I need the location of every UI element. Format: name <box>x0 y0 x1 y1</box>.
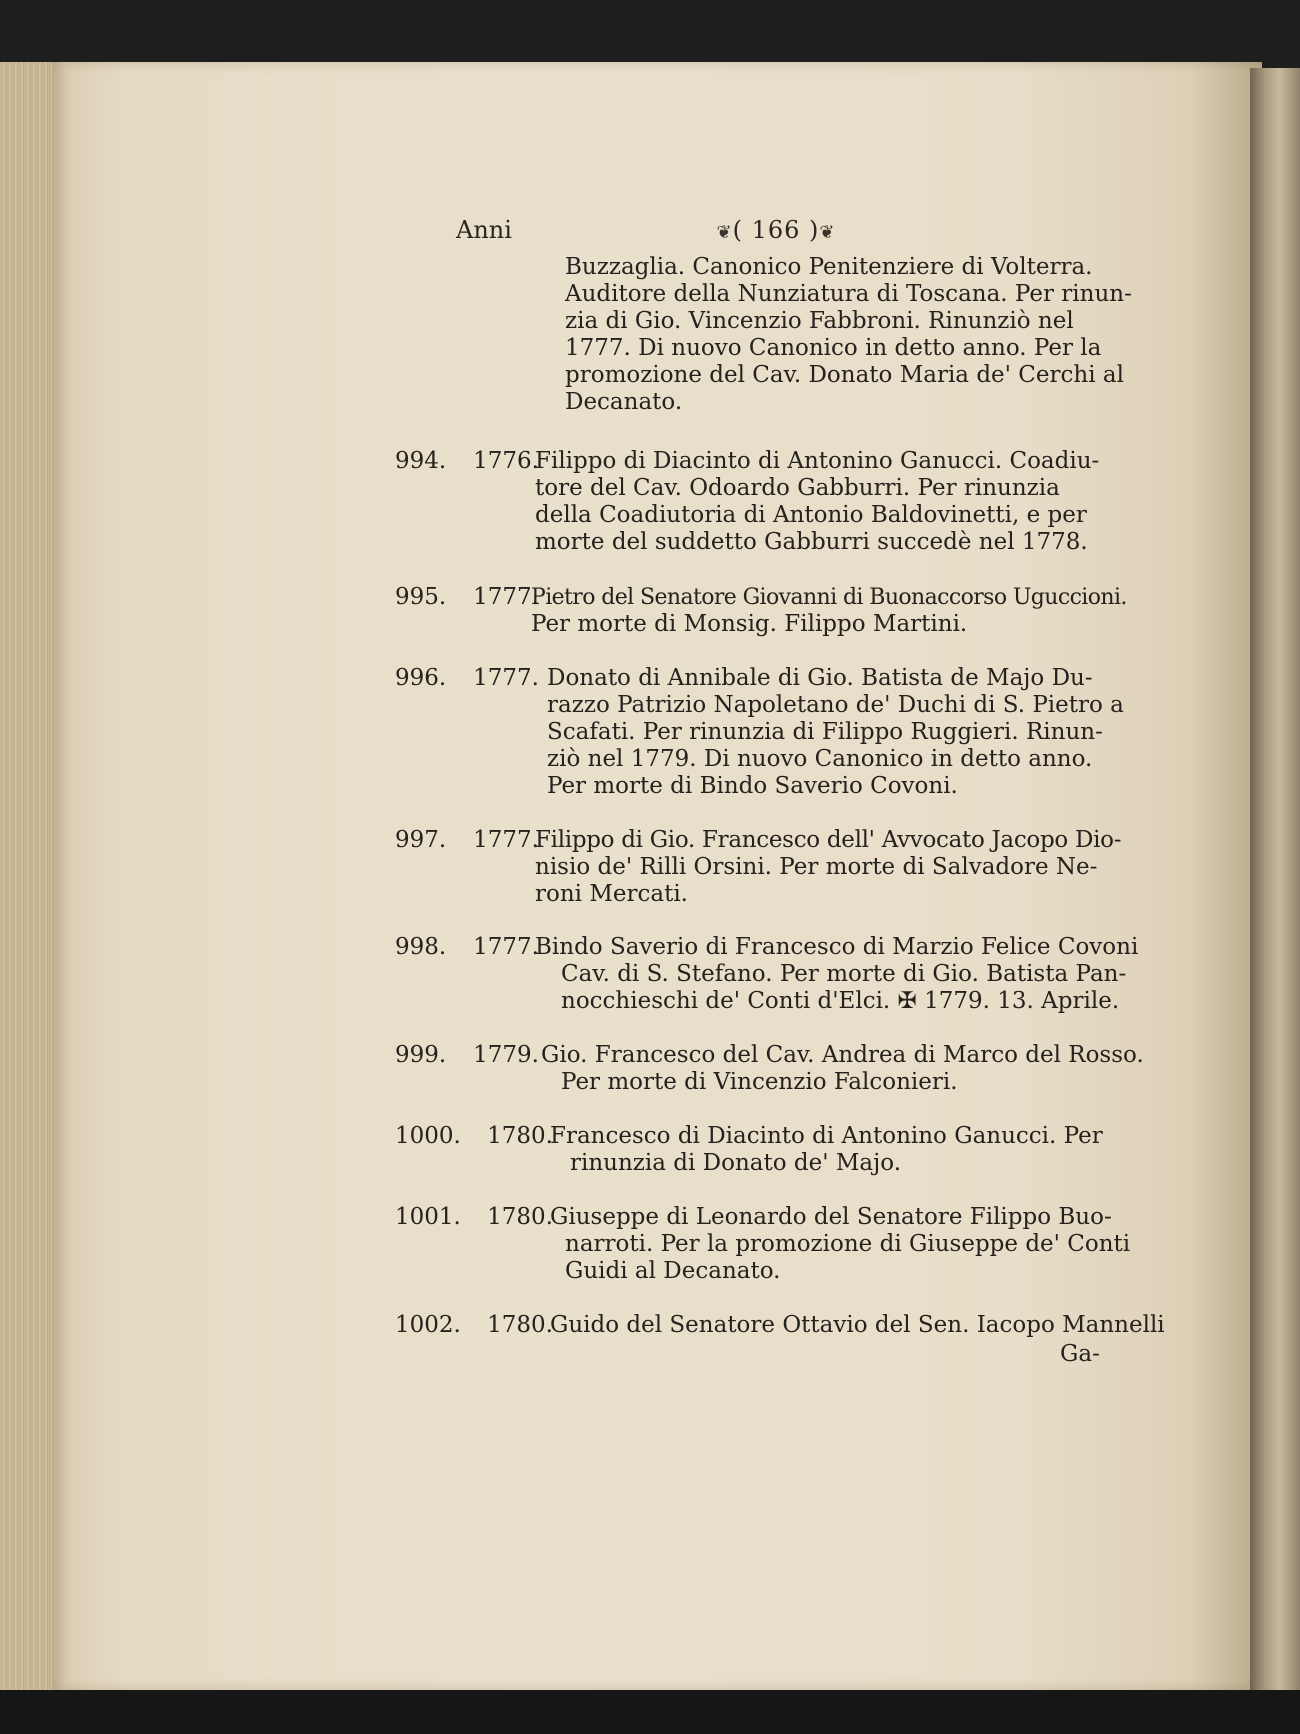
text-line: Guidi al Decanato. <box>565 1258 781 1284</box>
text-line: Per morte di Bindo Saverio Covoni. <box>547 773 958 799</box>
text-line: Giuseppe di Leonardo del Senatore Filippo Buo- <box>550 1204 1112 1230</box>
entry-year: 1777. <box>473 665 539 691</box>
catchword: Ga- <box>1060 1341 1100 1367</box>
page-number: ❦( 166 )❦ <box>716 216 836 244</box>
entry-number: 1000. <box>395 1123 461 1149</box>
text-line: razzo Patrizio Napoletano de' Duchi di S. Pietro a <box>547 692 1124 718</box>
text-line: 1777. Di nuovo Canonico in detto anno. Per la <box>565 335 1102 361</box>
text-line: roni Mercati. <box>535 881 688 907</box>
text-line: narroti. Per la promozione di Giuseppe de' Conti <box>565 1231 1131 1257</box>
text-line: promozione del Cav. Donato Maria de' Cerchi al <box>565 362 1124 388</box>
ornament-left-icon: ❦ <box>716 222 733 243</box>
text-line: Scafati. Per rinunzia di Filippo Ruggieri. Rinun- <box>547 719 1103 745</box>
text-line: Decanato. <box>565 389 683 415</box>
entry-year: 1779. <box>473 1042 539 1068</box>
text-line: nocchieschi de' Conti d'Elci. ✠ 1779. 13. Aprile. <box>561 988 1120 1014</box>
entry-number: 994. <box>395 448 447 474</box>
entry-year: 1777. <box>473 934 539 960</box>
text-line: Buzzaglia. Canonico Penitenziere di Volterra. <box>565 254 1093 280</box>
text-line: Pietro del Senatore Giovanni di Buonaccorso Uguccioni. <box>531 585 1127 610</box>
page-edges-left <box>0 62 60 1694</box>
text-line: Bindo Saverio di Francesco di Marzio Felice Covoni <box>535 934 1139 960</box>
entry-year: 1776. <box>473 448 539 474</box>
text-line: ziò nel 1779. Di nuovo Canonico in detto anno. <box>547 746 1093 772</box>
entry-number: 996. <box>395 665 447 691</box>
text-line: della Coadiutoria di Antonio Baldovinetti, e per <box>535 502 1087 528</box>
ornament-right-icon: ❦ <box>819 222 836 243</box>
text-line: zia di Gio. Vincenzio Fabbroni. Rinunziò nel <box>565 308 1074 334</box>
page-edge-right <box>1250 68 1300 1690</box>
text-line: Filippo di Diacinto di Antonino Ganucci. Coadiu- <box>535 448 1100 474</box>
text-line: Donato di Annibale di Gio. Batista de Majo Du- <box>547 665 1093 691</box>
text-line: Gio. Francesco del Cav. Andrea di Marco del Rosso. <box>541 1042 1144 1068</box>
text-line: tore del Cav. Odoardo Gabburri. Per rinunzia <box>535 475 1060 501</box>
entry-year: 1780. <box>487 1123 553 1149</box>
entry-number: 998. <box>395 934 447 960</box>
text-line: Francesco di Diacinto di Antonino Ganucci. Per <box>550 1123 1103 1149</box>
entry-number: 999. <box>395 1042 447 1068</box>
column-header-anni: Anni <box>456 216 512 244</box>
entry-number: 1001. <box>395 1204 461 1230</box>
text-line: morte del suddetto Gabburri succedè nel 1778. <box>535 529 1088 555</box>
entry-number: 995. <box>395 584 447 610</box>
scan-background-top <box>0 0 1300 70</box>
text-line: Filippo di Gio. Francesco dell' Avvocato Jacopo Dio- <box>535 827 1122 853</box>
text-line: nisio de' Rilli Orsini. Per morte di Salvadore Ne- <box>535 854 1098 880</box>
entry-number: 1002. <box>395 1312 461 1338</box>
page-number-value: 166 <box>751 216 801 244</box>
text-line: Per morte di Vincenzio Falconieri. <box>561 1069 958 1095</box>
entry-year: 1780. <box>487 1204 553 1230</box>
text-line: Per morte di Monsig. Filippo Martini. <box>531 611 968 637</box>
entry-year: 1780. <box>487 1312 553 1338</box>
text-line: Guido del Senatore Ottavio del Sen. Iacopo Mannelli <box>550 1312 1165 1338</box>
entry-number: 997. <box>395 827 447 853</box>
running-head <box>456 216 1136 250</box>
text-line: Cav. di S. Stefano. Per morte di Gio. Batista Pan- <box>561 961 1127 987</box>
text-line: Auditore della Nunziatura di Toscana. Per rinun- <box>565 281 1132 307</box>
scan-background-bottom <box>0 1690 1300 1734</box>
text-line: rinunzia di Donato de' Majo. <box>570 1150 902 1176</box>
entry-year: 1777. <box>473 827 539 853</box>
entry-year: 1777. <box>473 584 539 610</box>
